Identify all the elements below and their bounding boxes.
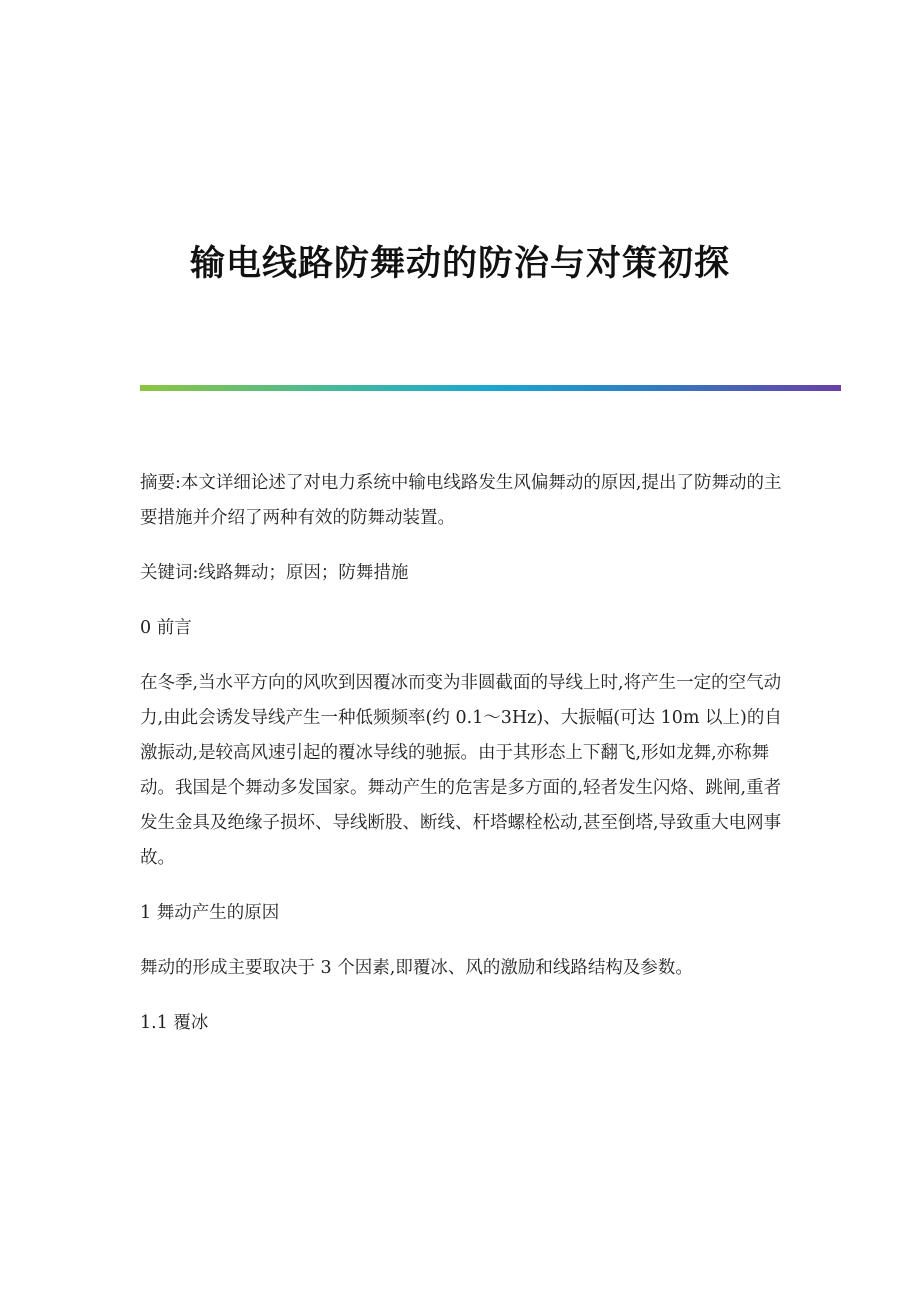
causes-paragraph: 舞动的形成主要取决于 3 个因素,即覆冰、风的激励和线路结构及参数。	[140, 958, 693, 978]
document-body	[140, 466, 782, 1061]
subsection-heading-icing: 1.1 覆冰	[140, 1013, 209, 1033]
document-title: 输电线路防舞动的防治与对策初探	[189, 243, 730, 285]
preface-paragraph: 在冬季,当水平方向的风吹到因覆冰而变为非圆截面的导线上时,将产生一定的空气动力,由此会诱发导线产生一种低频频率(约 0.1～3Hz)、大振幅(可达 10m 以上)的自激振动,是较高风速引起的覆冰导线的驰振。由于其形态上下翻飞,形如龙舞,亦称舞动。我国是个舞动多发国家。舞动产生的危害是多方面的,轻者发生闪烙、跳闸,重者发生金具及绝缘子损坏、导线断股、断线、杆塔螺栓松动,甚至倒塔,导致重大电网事故。	[140, 673, 782, 868]
keywords-paragraph: 关键词:线路舞动；原因；防舞措施	[140, 563, 409, 583]
gradient-divider	[140, 385, 841, 391]
section-heading-preface: 0 前言	[140, 618, 192, 638]
abstract-paragraph: 摘要:本文详细论述了对电力系统中输电线路发生风偏舞动的原因,提出了防舞动的主要措施并介绍了两种有效的防舞动装置。	[140, 473, 782, 528]
section-heading-causes: 1 舞动产生的原因	[140, 903, 280, 923]
